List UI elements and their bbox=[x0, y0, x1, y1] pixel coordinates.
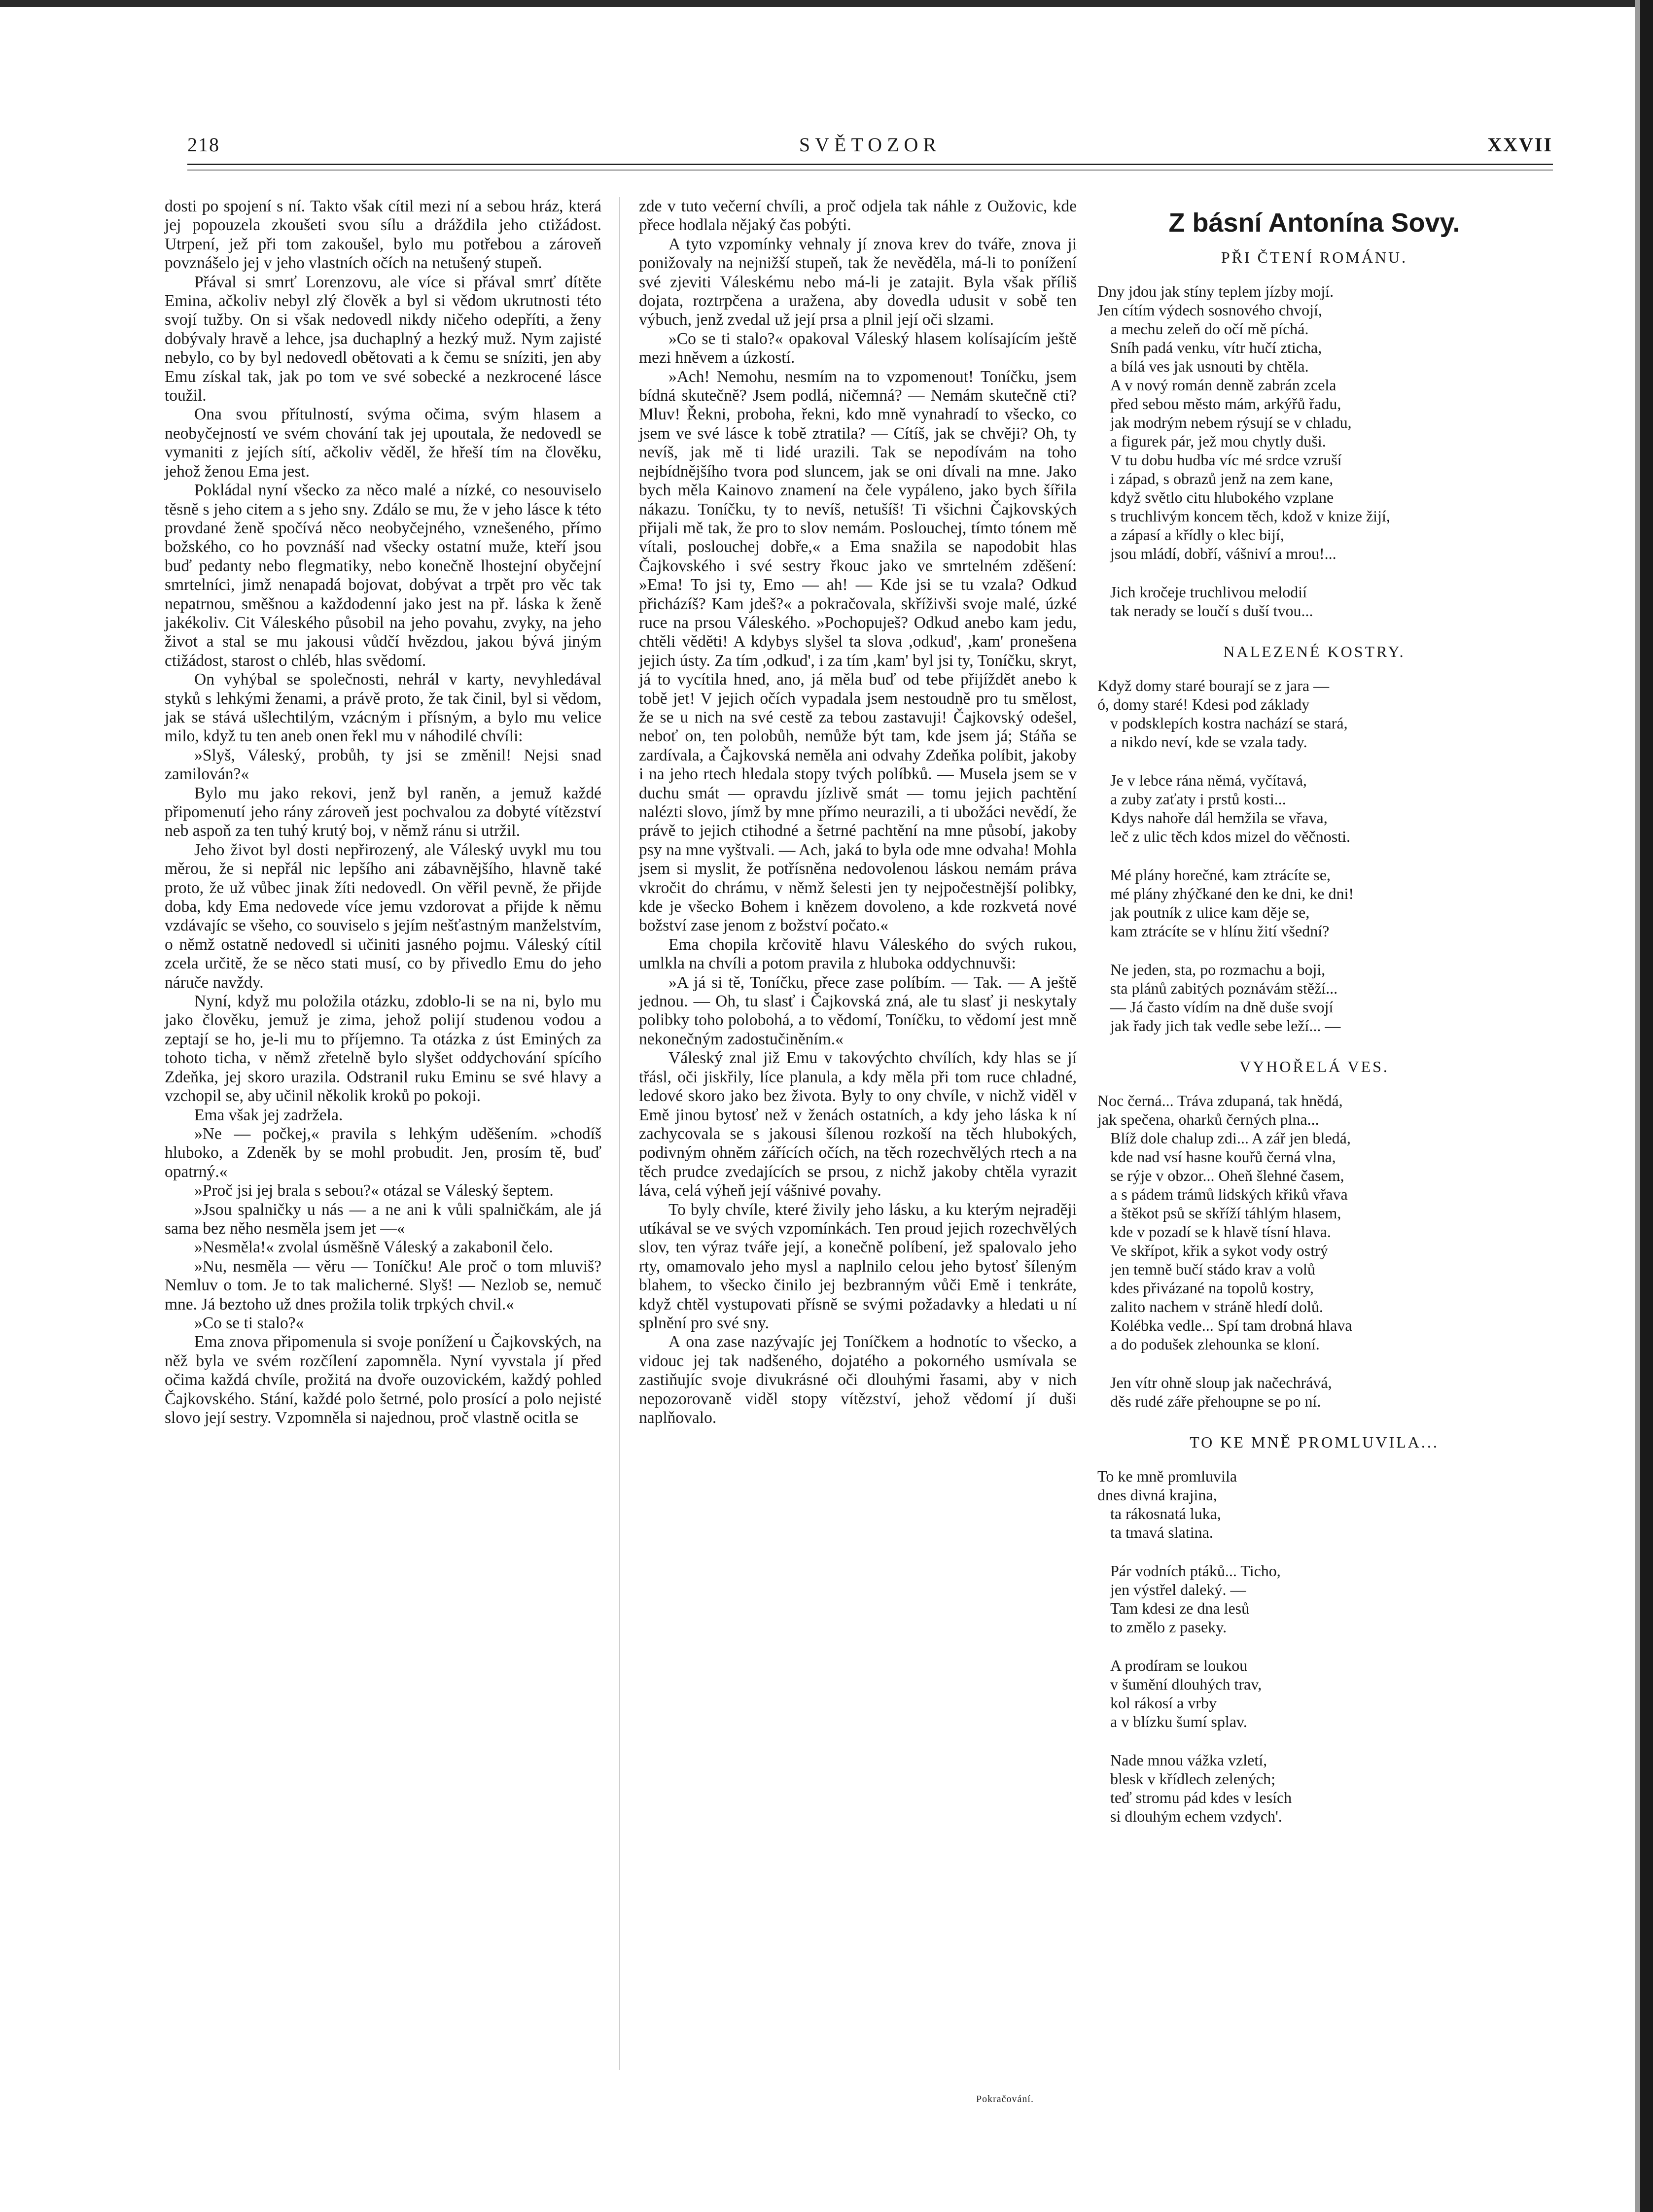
poem-line: jsou mládí, dobří, vášniví a mrou!... bbox=[1110, 545, 1336, 562]
poem-line: jen temně bučí stádo krav a volů bbox=[1110, 1260, 1315, 1278]
page-header bbox=[187, 133, 1553, 163]
story-paragraph: »Jsou spalničky u nás — a ne ani k vůli spalničkám, ale já sama bez něho nesměla jsem jet —« bbox=[165, 1200, 601, 1238]
poem-line: kdes přivázané na topolů kostry, bbox=[1110, 1279, 1314, 1297]
poem-line: Dny jdou jak stíny teplem jízby mojí. bbox=[1097, 282, 1334, 300]
poem-line: Sníh padá venku, vítr hučí zticha, bbox=[1110, 339, 1322, 356]
poem-line: jak spečena, oharků černých plna... bbox=[1097, 1110, 1319, 1128]
poem-line: Blíž dole chalup zdi... A zář jen bledá, bbox=[1110, 1129, 1351, 1147]
header-rule-thin bbox=[187, 170, 1553, 171]
poem-stanza bbox=[1097, 282, 1531, 563]
poem-title: VYHOŘELÁ VES. bbox=[1239, 1058, 1389, 1075]
poem-stanza bbox=[1097, 1373, 1531, 1411]
page-number: 218 bbox=[187, 134, 220, 156]
story-paragraph: »Co se ti stalo?« opakoval Váleský hlasem kolísajícím ještě mezi hněvem a úzkostí. bbox=[639, 329, 1077, 367]
poem-line: a zápasí a křídly o klec bijí, bbox=[1110, 526, 1284, 544]
poem-line: jak modrým nebem rýsují se v chladu, bbox=[1110, 414, 1352, 431]
poem-line: kol rákosí a vrby bbox=[1110, 1694, 1217, 1712]
poem-stanza bbox=[1097, 771, 1531, 846]
scan-top-edge bbox=[0, 0, 1653, 7]
poem-line: když světlo citu hlubokého vzplane bbox=[1110, 488, 1334, 506]
poem-title: TO KE MNĚ PROMLUVILA... bbox=[1190, 1433, 1439, 1451]
poem-line: i západ, s obrazů jenž na zem kane, bbox=[1110, 470, 1334, 487]
poem-line: a štěkot psů se skříží táhlým hlasem, bbox=[1110, 1204, 1341, 1222]
story-paragraph: Ema však jej zadržela. bbox=[194, 1106, 343, 1124]
story-paragraph: »Nu, nesměla — věru — Toníčku! Ale proč o tom mluviš? Nemluv o tom. Je to tak malicherné. Slyš! — Nezlob se, nemuč mne. Já beztoho už dnes prožila tolik trpkých chvil.« bbox=[165, 1257, 601, 1313]
poem-title: NALEZENÉ KOSTRY. bbox=[1223, 643, 1406, 660]
poem-line: A v nový román denně zabrán zcela bbox=[1110, 376, 1336, 394]
poem-line: s truchlivým koncem těch, kdož v knize žijí, bbox=[1110, 507, 1390, 525]
poem-line: zalito nachem v stráně hledí dolů. bbox=[1110, 1298, 1323, 1315]
poem-line: Je v lebce rána němá, vyčítavá, bbox=[1110, 771, 1307, 789]
story-paragraph: Nyní, když mu položila otázku, zdoblo-li se na ni, bylo mu jako člověku, jemuž je zima, jehož polijí studenou vodou a zeptají se ho, je-li mu to příjemno. Ta otázka z úst Eminých za tohoto ticha, v němž zřetelně bylo slyšet oddychování spícího Zdeňka, jej skoro urazila. Odstranil ruku Eminu se své hlavy a vzchopil se, aby učinil několik kroků po pokoji. bbox=[165, 992, 601, 1106]
poem-line: Kolébka vedle... Spí tam drobná hlava bbox=[1110, 1316, 1352, 1334]
story-paragraph: »Nesměla!« zvolal úsměšně Váleský a zakabonil čelo. bbox=[194, 1238, 553, 1257]
poem-stanza bbox=[1097, 1091, 1531, 1353]
column-divider bbox=[619, 197, 620, 2070]
poem-stanza bbox=[1097, 1751, 1531, 1826]
poem-line: Jen vítr ohně sloup jak načechrává, bbox=[1110, 1374, 1332, 1391]
poem-line: teď stromu pád kdes v lesích bbox=[1110, 1789, 1292, 1806]
poem-line: — Já často vídím na dně duše svojí bbox=[1110, 998, 1334, 1016]
poem-line: a zuby zaťaty i prstů kosti... bbox=[1110, 790, 1286, 808]
story-paragraph: Ona svou přítulností, svýma očima, svým hlasem a neobyčejností ve svém chování tak jej upoutala, že nedovedl se vymaniti z jejích sítí, ačkoliv věděl, že hřeší tím na člověku, jehož ženou Ema jest. bbox=[165, 405, 601, 481]
story-paragraph: Ema chopila krčovitě hlavu Váleského do svých rukou, umlkla na chvíli a potom pravila z hluboka oddychnuvši: bbox=[639, 935, 1077, 973]
poem-line: Když domy staré bourají se z jara — bbox=[1097, 677, 1330, 694]
poem-line: Nade mnou vážka vzletí, bbox=[1110, 1751, 1267, 1769]
poem-line: ta tmavá slatina. bbox=[1110, 1523, 1213, 1541]
poem-line: leč z ulic těch kdos mizel do věčnosti. bbox=[1110, 828, 1350, 845]
poem-line: to změlo z paseky. bbox=[1110, 1618, 1227, 1636]
poem-line: a s pádem trámů lidských křiků vřava bbox=[1110, 1185, 1348, 1203]
poem-line: a nikdo neví, kde se vzala tady. bbox=[1110, 733, 1307, 751]
poem-line: Noc černá... Tráva zdupaná, tak hnědá, bbox=[1097, 1092, 1343, 1109]
story-column-left bbox=[165, 197, 601, 1427]
poem-stanza bbox=[1097, 676, 1531, 751]
story-paragraph: »Co se ti stalo?« bbox=[194, 1313, 304, 1332]
poem-line: kde v pozadí se k hlavě tísní hlava. bbox=[1110, 1223, 1331, 1241]
story-paragraph: Váleský znal již Emu v takovýchto chvílích, kdy hlas se jí třásl, oči jiskřily, líce planula, a kdy měla při tom ruce chladné, ledové skoro jako bez života. Byly to ony chvíle, v nichž viděl v Emě jinou bytosť než v ženách ostatních, a kdy jeho láska k ní zachycovala se s jakousi šílenou rozkoší na těch hlubokých, podivným ohněm zářících očích, na těch rozechvělých rtech a na těch prudce zvedajících se prsou, z nichž jakoby chtěla vyrazit láva, celá výheň její vášnivé povahy. bbox=[639, 1049, 1077, 1200]
poem-line: si dlouhým echem vzdych'. bbox=[1110, 1807, 1282, 1825]
story-paragraph: »Proč jsi jej brala s sebou?« otázal se Váleský šeptem. bbox=[194, 1181, 554, 1200]
story-paragraph: dosti po spojení s ní. Takto však cítil mezi ní a sebou hráz, která jej popouzela zkoušeti svou sílu a dráždila jeho ctižádost. Utrpení, jež při tom zakoušel, bylo mu potřebou a zároveň povznášelo jej v jeho vlastních očích na netušený stupeň. bbox=[165, 197, 601, 273]
poem-line: mé plány zhýčkané den ke dni, ke dni! bbox=[1110, 885, 1354, 902]
poem-line: a figurek pár, jež mou chytly duši. bbox=[1110, 432, 1326, 450]
poem-line: a mechu zeleň do očí mě píchá. bbox=[1110, 320, 1309, 338]
poems-heading: Z básní Antonína Sovy. bbox=[1168, 208, 1460, 238]
poem-line: ta rákosnatá luka, bbox=[1110, 1505, 1221, 1522]
poems-column bbox=[1097, 207, 1531, 1845]
poem-line: kde nad vsí hasne kouřů černá vlna, bbox=[1110, 1148, 1336, 1166]
poem-line: jak poutník z ulice kam děje se, bbox=[1110, 903, 1310, 921]
poem-line: v šumění dlouhých trav, bbox=[1110, 1675, 1262, 1693]
poem-line: jak řady jich tak vedle sebe leží... — bbox=[1110, 1017, 1341, 1035]
story-paragraph: Bylo mu jako rekovi, jenž byl raněn, a jemuž každé připomenutí jeho rány zároveň jest pochvalou za dobyté vítězství neb aspoň za ten tuhý krutý boj, v němž ránu si utržil. bbox=[165, 784, 601, 840]
story-paragraph: On vyhýbal se společnosti, nehrál v karty, nevyhledával styků s lehkými ženami, a právě proto, že tak činil, byl si vědom, jak se stává ušlechtilým, vzácným i přísným, a bylo mu velice milo, když tu ten aneb onen řekl mu v náhodilé chvíli: bbox=[165, 670, 601, 746]
story-paragraph: Jeho život byl dosti nepřirozený, ale Váleský uvykl mu tou měrou, že si nepřál nic lepšího ani zábavnějšího, hlavně také proto, že už vůbec jinak žíti nedovedl. On věřil pevně, že přijde doba, kdy Ema nedovede více jemu vzdorovat a přijde k němu vzdávajíc se všeho, co souviselo s jejím nešťastným manželstvím, o němž ostatně nedovedl si učiniti jasného pojmu. Váleský cítil zcela určitě, že se něco stati musí, co by přivedlo Emu do jeho náruče navždy. bbox=[165, 840, 601, 992]
story-paragraph: A ona zase nazývajíc jej Toníčkem a hodnotíc to všecko, a vidouc jej tak nadšeného, dojatého a pokorného usmívala se zastiňujíc svoje divukrásné oči dlouhými řasami, aby v nich nepozorovaně viděl stopy vítězství, jehož vědomí jí duši naplňovalo. bbox=[639, 1333, 1077, 1427]
story-paragraph: »Ach! Nemohu, nesmím na to vzpomenout! Toníčku, jsem bídná skutečně? Jsem podlá, ničemná? — Nemám skutečně cti? Mluv! Řekni, proboha, řekni, kdo mně vynahradí to všecko, co jsem ve své lásce k tobě ztratila? — Cítíš, jak se chvěji? Oh, ty nevíš, jak mě ti lidé urazili. Tak se nepodívám na toho nejbídnějšího tvora pod sluncem, jak se oni dívali na mne. Jako bych měla Kainovo znamení na čele vypáleno, jako bych šířila nákazu. Toníčku, ty to nevíš, netušíš! Ti všichni Čajkovských přijali mě tak, že pro to slov nemám. Poslouchej, tímto tónem mě vítali, poslouchej dobře,« a Ema snažila se napodobit hlas Čajkovského i své sestry řkouc jako ve smrtelném zděšení: »Ema! To jsi ty, Emo — ah! — Kde jsi se tu vzala? Odkud přicházíš? Kam jdeš?« a pokračovala, skříživši svoje malé, úzké ruce na prsou Váleského. »Pochopuješ? Odkud anebo kam jedu, chtěli věděti! A kdybys slyšel ta slova ,odkud', ,kam' pronešena jejich ústy. Za tím ,odkud', i za tím ,kam' byl jsi ty, Toníčku, skryt, já to vycítila hned, ano, já měla buď od tebe přijíždět anebo k tobě jet! V jejich očích vypadala jsem nestoudně pro tu smělost, že se u nich na své cestě za tebou zastavuji! Čajkovský odešel, neboť on, ten polobůh, nemůže být tam, kde jsem já; Stáňa se zardívala, a Čajkovská neměla ani odvahy Zdeňka políbit, jakoby i na jeho rtech hledala stopy tvých políbků. — Musela jsem se v duchu smát — opravdu jízlivě smát — tomu jejich pachtění nalézti slovo, jímž by mne přímo neurazili, a ti ubožáci nevědí, že právě to jejich ctihodné a šetrné pachtění na mne působí, jakoby psy na mne vyštvali. — Ach, jaká to byla ode mne odvaha! Mohla jsem si myslit, že potřísněna nedovolenou láskou nemám práva vkročit do chrámu, v němž šelesti jen ty nejpočestnější polibky, kde je všecko Bohem i knězem dovoleno, a kde rozkvetá nové božství zase jenom z božství počato.« bbox=[639, 367, 1077, 935]
volume-number: XXVII bbox=[1487, 134, 1553, 156]
poem-line: Jen cítím výdech sosnového chvojí, bbox=[1097, 301, 1322, 319]
story-paragraph: Přával si smrť Lorenzovu, ale více si přával smrť dítěte Emina, ačkoliv nebyl zlý člověk a byl si vědom ukrutnosti této svojí tužby. On si však nedovedl nikdy ničeho odepříti, a ženy dobývaly hravě a lehce, jsa duchaplný a hezký muž. Nym zajisté nebylo, co by byl nedovedl obětovati a k čemu se sníziti, jen aby Emu získal tak, jak po tom ve své sobecké a nezkrocené lásce toužil. bbox=[165, 273, 601, 405]
poem-line: a do podušek zlehounka se kloní. bbox=[1110, 1335, 1320, 1353]
poem-line: sta plánů zabitých poznávám stěží... bbox=[1110, 979, 1338, 997]
poem-line: a bílá ves jak usnouti by chtěla. bbox=[1110, 357, 1309, 375]
story-paragraph: A tyto vzpomínky vehnaly jí znova krev do tváře, znova ji ponižovaly na nejnižší stupeň, tak že nevěděla, má-li to ponížení své zjeviti Váleskému nebo má-li je zatajit. Byla však příliš dojata, roztrpčena a uražena, aby dovedla udusit v sobě ten výbuch, jenž zvedal už její prsa a plnil její oči slzami. bbox=[639, 235, 1077, 329]
poem-line: a v blízku šumí splav. bbox=[1110, 1713, 1247, 1730]
poem-line: v podsklepích kostra nachází se stará, bbox=[1110, 714, 1348, 732]
poem-line: Kdys nahoře dál hemžila se vřava, bbox=[1110, 809, 1328, 827]
poem-line: děs rudé záře přehoupne se po ní. bbox=[1110, 1392, 1321, 1410]
poem-line: Jich kročeje truchlivou melodií bbox=[1110, 583, 1307, 601]
poem-line: ó, domy staré! Kdesi pod základy bbox=[1097, 695, 1310, 713]
poem-line: Ve skřípot, křik a sykot vody ostrý bbox=[1110, 1242, 1328, 1259]
poem-line: A prodíram se loukou bbox=[1110, 1657, 1248, 1674]
poem-stanza bbox=[1097, 1561, 1531, 1636]
poem-stanza bbox=[1097, 865, 1531, 940]
running-title: SVĚTOZOR bbox=[799, 134, 942, 156]
story-column-middle bbox=[639, 197, 1077, 1427]
story-paragraph: »Slyš, Váleský, probůh, ty jsi se změnil! Nejsi snad zamilován?« bbox=[165, 746, 601, 784]
poem-line: Ne jeden, sta, po rozmachu a boji, bbox=[1110, 961, 1326, 978]
poem-line: Mé plány horečné, kam ztrácíte se, bbox=[1110, 866, 1331, 884]
poem-line: To ke mně promluvila bbox=[1097, 1467, 1237, 1485]
poem-line: kam ztrácíte se v hlínu žití všední? bbox=[1110, 922, 1330, 940]
continuation-note: Pokračování. bbox=[976, 2094, 1034, 2105]
poem-line: V tu dobu hudba víc mé srdce vzruší bbox=[1110, 451, 1342, 469]
poem-line: tak nerady se loučí s duší tvou... bbox=[1110, 602, 1313, 620]
poem-line: Tam kdesi ze dna lesů bbox=[1110, 1599, 1250, 1617]
poem-line: dnes divná krajina, bbox=[1097, 1486, 1217, 1504]
poem-stanza bbox=[1097, 1467, 1531, 1542]
story-paragraph: To byly chvíle, které živily jeho lásku, a ku kterým nejraději utíkával se ve svých vzpomínkách. Ten proud jejich rozechvělých slov, ten výraz tváře její, a konečně políbení, jež spalovalo jeho rty, omamovalo jeho mysl a naplnilo celou jeho bytosť šíleným blahem, to všecko činilo jej bezbranným vůči Emě i tenkráte, když chtěl vystupovati přísně se svými požadavky a hledati u ní splnění pro své sny. bbox=[639, 1200, 1077, 1332]
story-paragraph: »A já si tě, Toníčku, přece zase políbím. — Tak. — A ještě jednou. — Oh, tu slasť i Čajkovská zná, ale tu slasť ji neskytaly polibky toho polobohá, a to vědomí, Toníčku, to vědomí jest mně nekonečným zadostučiněním.« bbox=[639, 973, 1077, 1048]
poem-line: blesk v křídlech zelených; bbox=[1110, 1770, 1275, 1788]
story-paragraph: »Ne — počkej,« pravila s lehkým uděšením. »chodíš hluboko, a Zdeněk by se mohl probudit. Jen, prosím tě, buď opatrný.« bbox=[165, 1124, 601, 1181]
story-paragraph: Pokládal nyní všecko za něco malé a nízké, co nesouviselo těsně s jeho citem a s jeho sny. Zdálo se mu, že v jeho lásce k této provdané ženě spočívá něco neobyčejného, vznešeného, přímo božského, co ho povznáší nad všecky ostatní muže, kteří jsou buď pedanty nebo flegmatiky, nebo konečně lhostejní obyčejní smrtelníci, jimž nenapadá bojovat, dobývat a trpět pro věc tak nepatrnou, směšnou a každodenní jako jest na př. láska k ženě jakékoliv. Cit Váleského působil na jeho povahu, zvyky, na jeho život a stal se mu jakousi vůdčí hvězdou, jakou bývá jiným ctižádost, starost o chléb, hlas svědomí. bbox=[165, 481, 601, 670]
poem-line: se rýje v obzor... Oheň šlehné časem, bbox=[1110, 1167, 1344, 1184]
scan-right-edge bbox=[1640, 0, 1653, 2212]
scan-right-shadow bbox=[1635, 0, 1640, 2212]
story-paragraph: Ema znova připomenula si svoje ponížení u Čajkovských, na něž byla ve svém rozčílení zapomněla. Nyní vyvstala jí před očima každá chvíle, prožitá na dvoře ouzovickém, každý pohled Čajkovského. Stání, každé polo šetrné, polo prosící a polo nejisté slovo její sestry. Vzpomněla si najednou, proč vlastně ocitla se bbox=[165, 1333, 601, 1427]
poem-title: PŘI ČTENÍ ROMÁNU. bbox=[1221, 248, 1408, 266]
poem-line: před sebou město mám, arkýřů řadu, bbox=[1110, 395, 1341, 413]
poem-stanza bbox=[1097, 1656, 1531, 1731]
story-paragraph: zde v tuto večerní chvíli, a proč odjela tak náhle z Oužovic, kde přece hodlala nějaký čas pobýti. bbox=[639, 197, 1077, 235]
poem-stanza bbox=[1097, 583, 1531, 620]
poem-stanza bbox=[1097, 960, 1531, 1035]
poem-line: jen výstřel daleký. — bbox=[1110, 1581, 1246, 1598]
header-rule bbox=[187, 164, 1553, 165]
poem-line: Pár vodních ptáků... Ticho, bbox=[1110, 1562, 1281, 1580]
